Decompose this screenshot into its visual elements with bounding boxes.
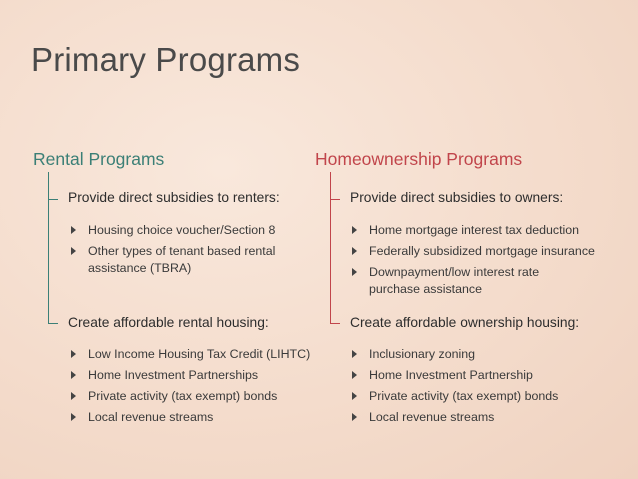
triangle-right-icon (71, 350, 76, 358)
list-item-text: Home Investment Partnerships (88, 368, 259, 382)
list-item-text: Local revenue streams (88, 410, 214, 424)
rental-subsidies-heading: Provide direct subsidies to renters: (68, 190, 280, 205)
list-item-text: Inclusionary zoning (369, 347, 476, 361)
triangle-right-icon (352, 247, 357, 255)
rental-bracket-tick-1 (48, 199, 58, 200)
triangle-right-icon (352, 392, 357, 400)
list-item-text: Home Investment Partnership (369, 368, 533, 382)
list-item (352, 388, 614, 405)
homeownership-subsidies-heading: Provide direct subsidies to owners: (350, 190, 564, 205)
triangle-right-icon (71, 226, 76, 234)
list-item (71, 409, 336, 426)
triangle-right-icon (71, 392, 76, 400)
homeownership-subsidies-list (352, 222, 614, 302)
homeownership-housing-list (352, 346, 614, 430)
list-item (71, 222, 301, 239)
triangle-right-icon (352, 350, 357, 358)
list-item-text: Home mortgage interest tax deduction (369, 223, 580, 237)
rental-bracket-line (48, 172, 49, 324)
list-item (71, 367, 336, 384)
rental-programs-heading: Rental Programs (33, 149, 165, 169)
list-item (352, 222, 614, 239)
rental-housing-heading: Create affordable rental housing: (68, 315, 269, 330)
list-item-text: Downpayment/low interest rate purchase assistance (369, 265, 540, 296)
triangle-right-icon (352, 413, 357, 421)
list-item (352, 264, 614, 298)
rental-subsidies-list (71, 222, 301, 281)
homeownership-bracket-tick-2 (330, 323, 340, 324)
list-item (352, 243, 614, 260)
homeownership-bracket-tick-1 (330, 199, 340, 200)
rental-housing-list (71, 346, 336, 430)
homeownership-housing-heading: Create affordable ownership housing: (350, 315, 580, 330)
triangle-right-icon (352, 226, 357, 234)
list-item (352, 409, 614, 426)
list-item-text: Housing choice voucher/Section 8 (88, 223, 276, 237)
list-item (71, 346, 336, 363)
list-item (71, 388, 336, 405)
triangle-right-icon (71, 413, 76, 421)
list-item-text: Low Income Housing Tax Credit (LIHTC) (88, 347, 311, 361)
list-item-text: Other types of tenant based rental assistance (TBRA) (88, 244, 276, 275)
list-item (71, 243, 301, 277)
list-item-text: Local revenue streams (369, 410, 495, 424)
triangle-right-icon (71, 371, 76, 379)
list-item-text: Private activity (tax exempt) bonds (88, 389, 278, 403)
list-item-text: Private activity (tax exempt) bonds (369, 389, 559, 403)
triangle-right-icon (71, 247, 76, 255)
list-item (352, 367, 614, 384)
slide-title: Primary Programs (31, 41, 301, 78)
homeownership-programs-heading: Homeownership Programs (315, 149, 523, 169)
list-item (352, 346, 614, 363)
rental-bracket-tick-2 (48, 323, 58, 324)
homeownership-bracket-line (330, 172, 331, 324)
triangle-right-icon (352, 371, 357, 379)
list-item-text: Federally subsidized mortgage insurance (369, 244, 595, 258)
triangle-right-icon (352, 268, 357, 276)
